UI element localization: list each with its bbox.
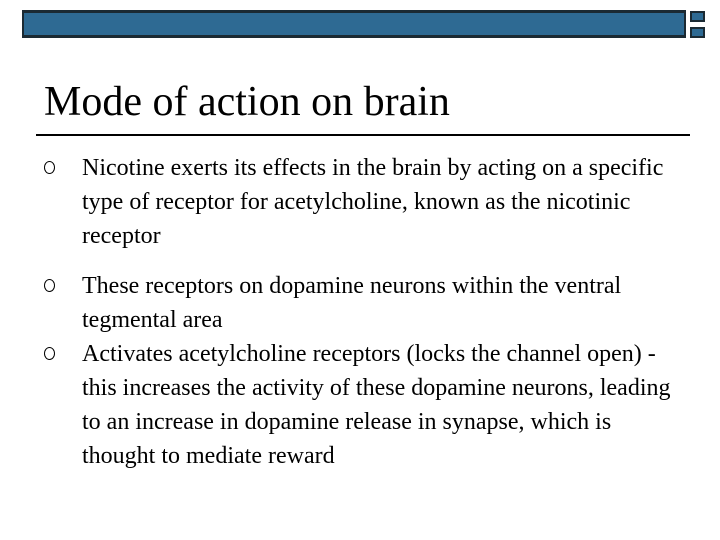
bullet-item <box>44 337 684 473</box>
hollow-circle-icon <box>44 347 55 360</box>
hollow-circle-icon <box>44 161 55 174</box>
slide-title: Mode of action on brain <box>44 79 450 125</box>
bullet-item <box>44 269 684 337</box>
bullet-text: Activates acetylcholine receptors (locks the channel open) - this increases the activity of these dopamine neurons, leading to an increase in dopamine release in synapse, which is thought to mediate reward <box>82 341 671 469</box>
bullet-list <box>44 151 684 473</box>
bullet-text: These receptors on dopamine neurons within the ventral tegmental area <box>82 273 622 333</box>
header-banner <box>22 10 686 38</box>
title-divider <box>36 134 690 136</box>
bullet-item <box>44 151 684 253</box>
bullet-text: Nicotine exerts its effects in the brain by acting on a specific type of receptor for acetylcholine, known as the nicotinic receptor <box>82 155 664 249</box>
banner-corner-square <box>690 27 705 38</box>
banner-corner-square <box>690 11 705 22</box>
hollow-circle-icon <box>44 279 55 292</box>
